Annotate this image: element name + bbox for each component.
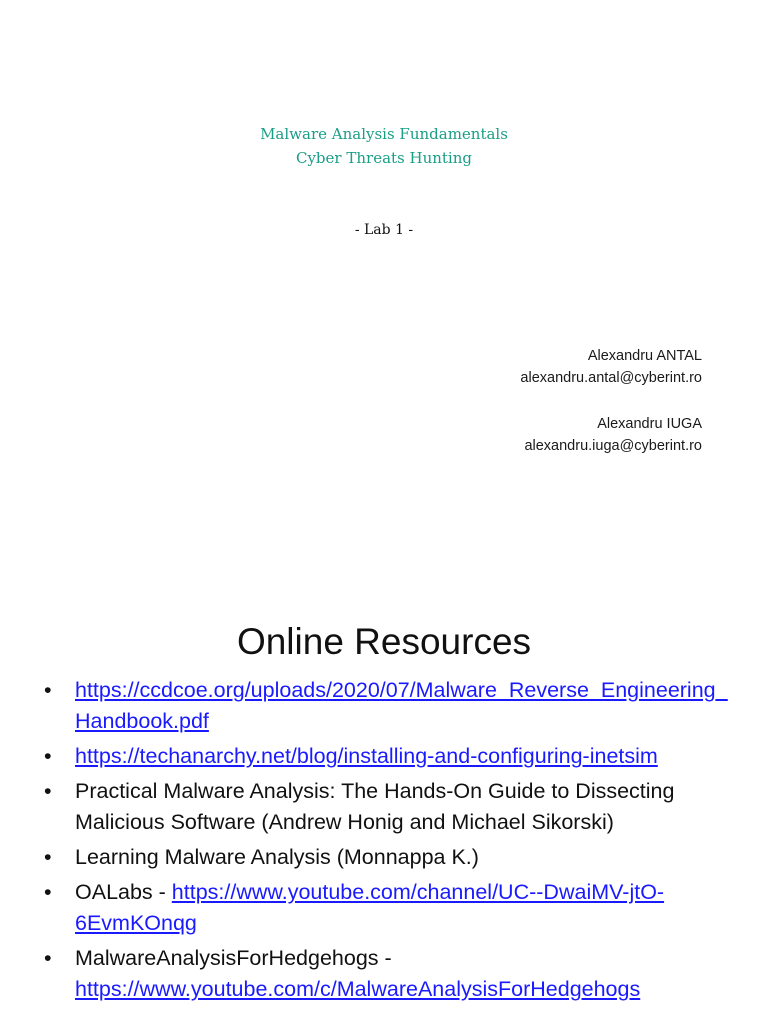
course-title-line1: Malware Analysis Fundamentals <box>260 125 508 143</box>
list-item <box>44 741 734 772</box>
bullet-icon: • <box>44 744 52 768</box>
resource-link-oalabs[interactable]: https://www.youtube.com/channel/UC--DwaiMV-jtO-6EvmKOnqg <box>75 880 665 935</box>
resource-list <box>44 675 734 1009</box>
resources-heading: Online Resources <box>236 621 532 662</box>
author-block <box>524 413 702 457</box>
resource-book-practical-malware: Practical Malware Analysis: The Hands-On Guide to Dissecting Malicious Software (Andrew Honig and Michael Sikorski) <box>75 779 675 834</box>
list-item <box>44 776 734 838</box>
course-title-line2: Cyber Threats Hunting <box>295 149 472 167</box>
bullet-icon: • <box>44 779 52 803</box>
bullet-icon: • <box>44 946 52 970</box>
lab-label: - Lab 1 - <box>354 222 414 238</box>
list-item <box>44 675 734 737</box>
resource-prefix-hedgehogs: MalwareAnalysisForHedgehogs - <box>75 946 392 970</box>
resources-slide <box>0 565 768 1024</box>
list-item <box>44 842 734 873</box>
bullet-icon: • <box>44 845 52 869</box>
resource-link-inetsim[interactable]: https://techanarchy.net/blog/installing-and-configuring-inetsim <box>75 744 658 768</box>
bullet-icon: • <box>44 880 52 904</box>
author-block <box>520 345 702 389</box>
author-name: Alexandru ANTAL <box>587 348 702 364</box>
author-email: alexandru.antal@cyberint.ro <box>520 370 702 386</box>
author-email: alexandru.iuga@cyberint.ro <box>524 438 702 454</box>
list-item <box>44 943 734 1005</box>
resource-link-hedgehogs[interactable]: https://www.youtube.com/c/MalwareAnalysisForHedgehogs <box>75 977 641 1001</box>
author-name: Alexandru IUGA <box>597 416 702 432</box>
resource-book-learning-malware: Learning Malware Analysis (Monnappa K.) <box>75 845 479 869</box>
resource-prefix-oalabs: OALabs - <box>75 880 172 904</box>
resource-link-handbook[interactable]: https://ccdcoe.org/uploads/2020/07/Malware_Reverse_Engineering_Handbook.pdf <box>75 678 728 733</box>
list-item <box>44 877 734 939</box>
bullet-icon: • <box>44 678 52 702</box>
